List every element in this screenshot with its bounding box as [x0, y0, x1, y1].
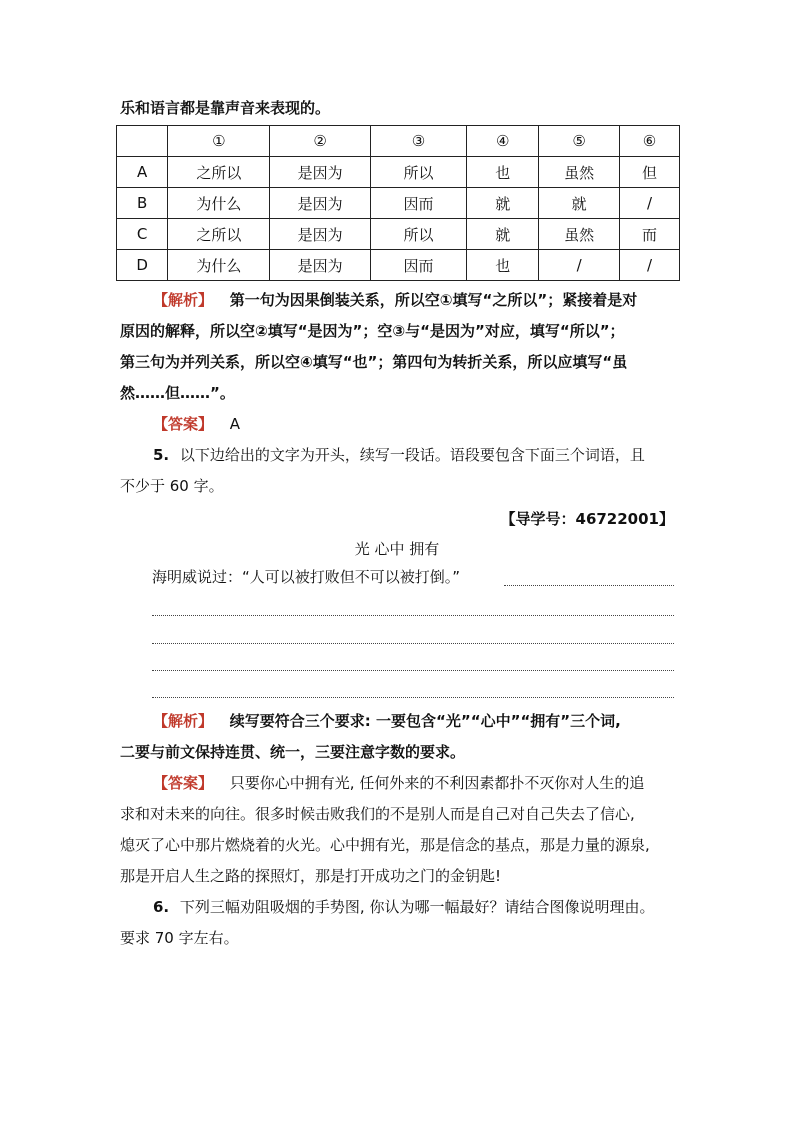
q6-prompt-line-2: 要求 70 字左右。 — [120, 929, 239, 947]
guide-number: 【导学号：46722001】 — [500, 510, 674, 528]
table-cell: 是因为 — [270, 157, 370, 188]
table-cell: 所以 — [370, 219, 467, 250]
options-table — [116, 125, 680, 281]
table-cell: / — [619, 250, 679, 281]
table-cell: 就 — [467, 219, 539, 250]
q5-analysis-line-2: 二要与前文保持连贯、统一，三要注意字数的要求。 — [120, 743, 466, 761]
quote-line: 海明威说过：“人可以被打败但不可以被打倒。” — [152, 568, 461, 586]
table-cell: D — [117, 250, 168, 281]
table-cell: 所以 — [370, 157, 467, 188]
table-cell: 是因为 — [270, 188, 370, 219]
q5-answer-line-1: 【答案】 只要你心中拥有光, 任何外来的不利因素都扑不灭你对人生的追 — [153, 774, 645, 792]
table-cell: / — [539, 250, 620, 281]
table-cell: 也 — [467, 157, 539, 188]
q5-answer-line-2: 求和对未来的向往。很多时候击败我们的不是别人而是自己对自己失去了信心, — [120, 805, 635, 823]
table-cell: 虽然 — [539, 157, 620, 188]
writing-line — [152, 643, 674, 644]
q4-answer — [153, 414, 240, 434]
q4-analysis-line-2: 原因的解释，所以空②填写“是因为”；空③与“是因为”对应，填写“所以”； — [120, 322, 625, 340]
table-row — [117, 188, 680, 219]
header-cell: ⑤ — [539, 126, 620, 157]
q5-prompt-line-2: 不少于 60 字。 — [120, 477, 224, 495]
answer-tag: 【答案】 — [153, 415, 214, 433]
header-cell: ③ — [370, 126, 467, 157]
q5-prompt-line-1: 5. 以下边给出的文字为开头，续写一段话。语段要包含下面三个词语，且 — [153, 446, 645, 464]
table-cell: 之所以 — [168, 157, 270, 188]
table-cell: 为什么 — [168, 188, 270, 219]
table-cell: 虽然 — [539, 219, 620, 250]
question-number: 5. — [153, 446, 170, 464]
analysis-tag: 【解析】 — [153, 291, 214, 309]
header-cell: ② — [270, 126, 370, 157]
writing-line — [152, 615, 674, 616]
writing-line — [152, 670, 674, 671]
header-cell — [117, 126, 168, 157]
table-cell: 是因为 — [270, 219, 370, 250]
q6-prompt-line-1: 6. 下列三幅劝阻吸烟的手势图, 你认为哪一幅最好？请结合图像说明理由。 — [153, 898, 655, 916]
table-row — [117, 157, 680, 188]
table-row — [117, 219, 680, 250]
table-cell: 之所以 — [168, 219, 270, 250]
analysis-tag: 【解析】 — [153, 712, 214, 730]
q5-answer-line-3: 熄灭了心中那片燃烧着的火光。心中拥有光，那是信念的基点，那是力量的源泉, — [120, 836, 650, 854]
q4-analysis-line-3: 第三句为并列关系，所以空④填写“也”；第四句为转折关系，所以应填写“虽 — [120, 353, 628, 371]
table-cell: 因而 — [370, 188, 467, 219]
header-cell: ① — [168, 126, 270, 157]
writing-line — [152, 697, 674, 698]
table-row — [117, 250, 680, 281]
table-cell: 就 — [539, 188, 620, 219]
table-cell: A — [117, 157, 168, 188]
table-cell: / — [619, 188, 679, 219]
table-cell: 也 — [467, 250, 539, 281]
question-number: 6. — [153, 898, 170, 916]
required-words: 光 心中 拥有 — [354, 540, 440, 558]
table-cell: 为什么 — [168, 250, 270, 281]
q5-answer-line-4: 那是开启人生之路的探照灯，那是打开成功之门的金钥匙! — [120, 867, 502, 885]
table-cell: B — [117, 188, 168, 219]
table-cell: 因而 — [370, 250, 467, 281]
q4-analysis-line-1: 【解析】 第一句为因果倒装关系，所以空①填写“之所以”；紧接着是对 — [153, 291, 638, 309]
q4-analysis-line-4: 然……但……”。 — [120, 384, 235, 402]
table-cell: 但 — [619, 157, 679, 188]
answer-tag: 【答案】 — [153, 774, 214, 792]
header-cell: ⑥ — [619, 126, 679, 157]
writing-line — [504, 585, 674, 586]
table-cell: 而 — [619, 219, 679, 250]
table-cell: C — [117, 219, 168, 250]
table-cell: 是因为 — [270, 250, 370, 281]
table-cell: 就 — [467, 188, 539, 219]
table-header-row — [117, 126, 680, 157]
q5-analysis-line-1: 【解析】 续写要符合三个要求: 一要包含“光”“心中”“拥有”三个词, — [153, 712, 621, 730]
header-cell: ④ — [467, 126, 539, 157]
intro-line: 乐和语言都是靠声音来表现的。 — [120, 99, 331, 117]
answer-value: A — [229, 415, 241, 433]
